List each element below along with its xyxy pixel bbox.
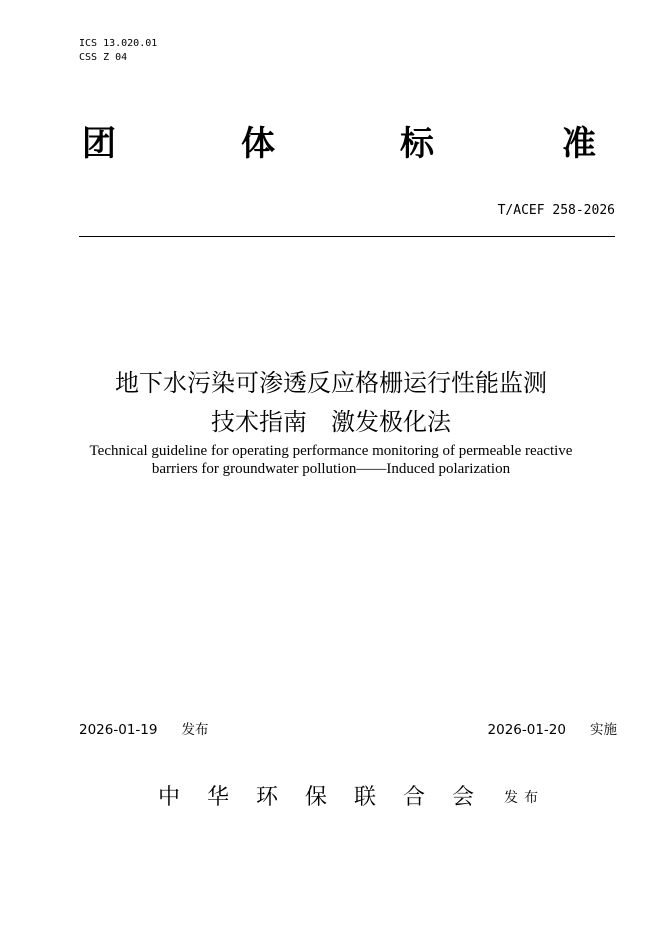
title-en-line-2: barriers for groundwater pollution——Induced polarization bbox=[151, 461, 511, 477]
standard-type-char: 体 bbox=[241, 124, 275, 164]
title-cn-line-2: 技术指南 激发极化法 bbox=[211, 408, 451, 436]
title-cn-line-1: 地下水污染可渗透反应格栅运行性能监测 bbox=[115, 369, 547, 397]
standard-type-heading bbox=[78, 124, 608, 168]
standard-number: T/ACEF 258-2026 bbox=[497, 203, 615, 218]
standard-type-char: 团 bbox=[82, 124, 116, 164]
issuer-char: 联 bbox=[354, 785, 377, 810]
implement-date-group bbox=[488, 721, 617, 739]
issuer-char: 华 bbox=[207, 785, 230, 810]
header-divider bbox=[79, 236, 615, 237]
issuer-suffix: 发布 bbox=[504, 790, 544, 806]
css-code: CSS Z 04 bbox=[79, 52, 128, 63]
publish-label: 发布 bbox=[181, 722, 209, 738]
issuer-char: 会 bbox=[452, 785, 475, 810]
issuer-char: 环 bbox=[256, 785, 279, 810]
title-en-line-1: Technical guideline for operating performance monitoring of permeable reactive bbox=[89, 443, 573, 459]
implement-label: 实施 bbox=[590, 722, 617, 738]
publish-date: 2026-01-19 bbox=[79, 722, 158, 738]
publish-date-group bbox=[79, 721, 208, 739]
implement-date: 2026-01-20 bbox=[487, 722, 566, 738]
issuer-char: 合 bbox=[403, 785, 426, 810]
issuer-char: 保 bbox=[305, 785, 328, 810]
standard-type-char: 准 bbox=[562, 124, 596, 164]
issuer-char: 中 bbox=[158, 785, 181, 810]
issuer-organization bbox=[158, 784, 558, 814]
standard-type-char: 标 bbox=[400, 124, 434, 164]
ics-code: ICS 13.020.01 bbox=[79, 38, 158, 49]
